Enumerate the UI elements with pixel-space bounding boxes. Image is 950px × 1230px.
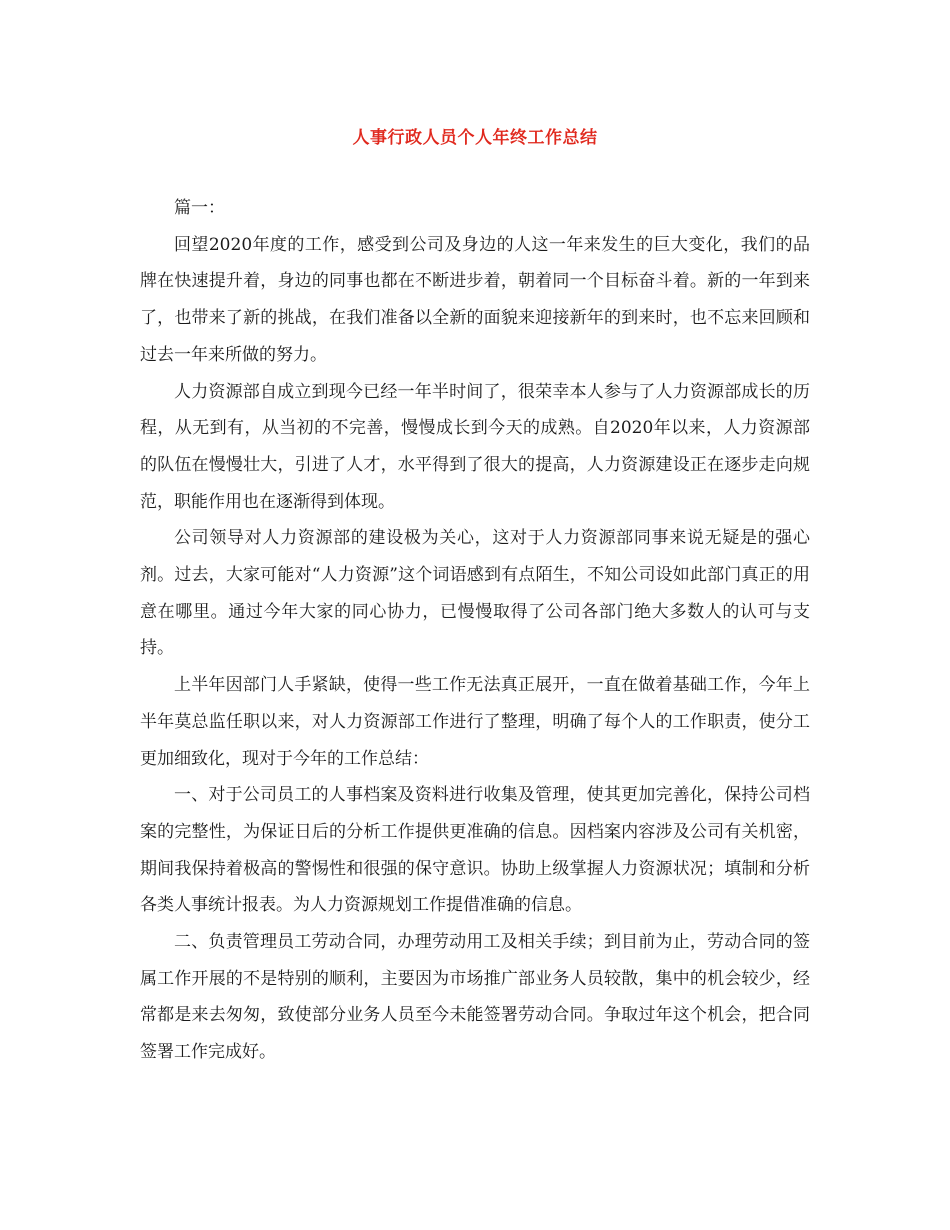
paragraph-section-heading: 篇一： [174, 198, 225, 218]
paragraph-first-half-year: 上半年因部门人手紧缺，使得一些工作无法真正展开，一直在做着基础工作，今年上半年莫总监任职以来，对人力资源部工作进行了整理，明确了每个人的工作职责，使分工更加细致化，现对于今年的工作总结： [140, 675, 810, 769]
paragraph-item-one-personnel-files: 一、对于公司员工的人事档案及资料进行收集及管理，使其更加完善化，保持公司档案的完整性，为保证日后的分析工作提供更准确的信息。因档案内容涉及公司有关机密，期间我保持着极高的警惕性和很强的保守意识。协助上级掌握人力资源状况；填制和分析各类人事统计报表。为人力资源规划工作提借准确的信息。 [140, 785, 810, 916]
paragraph-hr-department-growth: 人力资源部自成立到现今已经一年半时间了，很荣幸本人参与了人力资源部成长的历程，从无到有，从当初的不完善，慢慢成长到今天的成熟。自2020年以来，人力资源部的队伍在慢慢壮大，引进了人才，水平得到了很大的提高，人力资源建设正在逐步走向规范，职能作用也在逐渐得到体现。 [140, 381, 810, 512]
paragraph-leadership-support: 公司领导对人力资源部的建设极为关心，这对于人力资源部同事来说无疑是的强心剂。过去，大家可能对“人力资源”这个词语感到有点陌生，不知公司设如此部门真正的用意在哪里。通过今年大家的同心协力，已慢慢取得了公司各部门绝大多数人的认可与支持。 [140, 528, 810, 659]
paragraph-item-two-labor-contracts: 二、负责管理员工劳动合同，办理劳动用工及相关手续；到目前为止，劳动合同的签属工作开展的不是特别的顺利，主要因为市场推广部业务人员较散，集中的机会较少，经常都是来去匆匆，致使部分业务人员至今未能签署劳动合同。争取过年这个机会，把合同签署工作完成好。 [140, 932, 810, 1063]
document-title: 人事行政人员个人年终工作总结 [352, 128, 598, 148]
document-body [140, 190, 810, 1071]
paragraph-review-2020: 回望2020年度的工作，感受到公司及身边的人这一年来发生的巨大变化，我们的品牌在快速提升着，身边的同事也都在不断进步着，朝着同一个目标奋斗着。新的一年到来了，也带来了新的挑战，在我们准备以全新的面貌来迎接新年的到来时，也不忘来回顾和过去一年来所做的努力。 [140, 234, 810, 365]
